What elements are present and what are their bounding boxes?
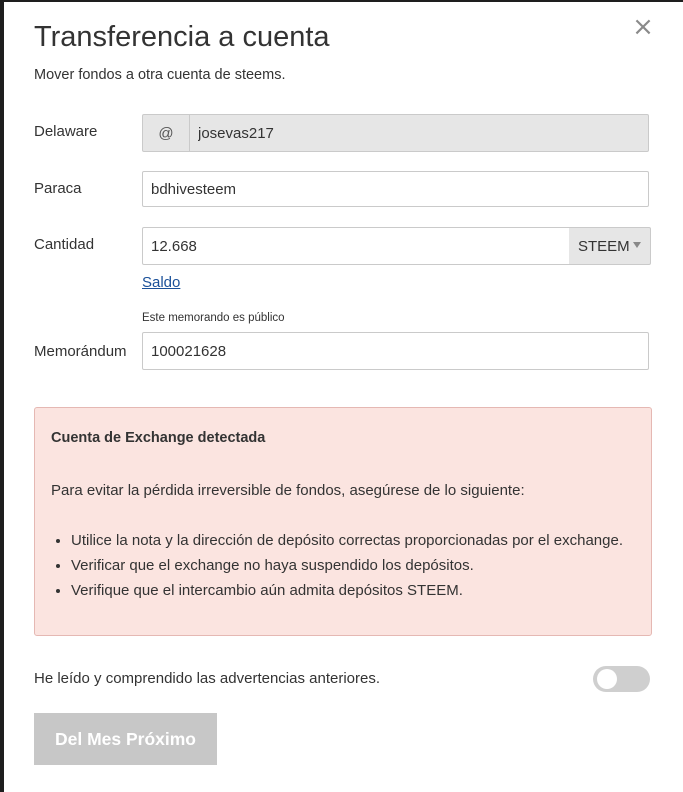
acknowledge-toggle[interactable]: [593, 666, 650, 692]
balance-link[interactable]: Saldo: [142, 274, 181, 291]
to-field[interactable]: [142, 171, 649, 207]
amount-field[interactable]: [142, 227, 570, 265]
to-input[interactable]: [143, 172, 648, 206]
to-label: Paraca: [34, 180, 82, 197]
memo-public-note: Este memorando es público: [142, 312, 285, 324]
warning-item: • Verificar que el exchange no haya suspendido los depósitos.: [71, 553, 623, 578]
dialog-subtitle: Mover fondos a otra cuenta de steems.: [34, 67, 286, 83]
chevron-down-icon: [633, 242, 641, 248]
warning-item: • Utilice la nota y la dirección de depósito correctas proporcionadas por el exchange.: [71, 528, 623, 553]
next-button[interactable]: Del Mes Próximo: [34, 713, 217, 765]
dialog-title: Transferencia a cuenta: [34, 21, 330, 53]
transfer-dialog: [4, 2, 683, 792]
acknowledge-label: He leído y comprendido las advertencias anteriores.: [34, 670, 381, 687]
memo-field[interactable]: [142, 332, 649, 370]
memo-label: Memorándum: [34, 343, 127, 360]
toggle-knob: [597, 669, 617, 689]
at-prefix: @: [143, 115, 190, 151]
warning-intro: Para evitar la pérdida irreversible de fondos, asegúrese de lo siguiente:: [51, 482, 525, 499]
from-field: [142, 114, 649, 152]
asset-select-value: STEEM: [578, 237, 630, 255]
close-icon[interactable]: ×: [632, 12, 654, 42]
warning-list: [51, 528, 623, 603]
asset-select[interactable]: [569, 227, 651, 265]
from-label: Delaware: [34, 123, 98, 140]
amount-input[interactable]: [143, 228, 569, 264]
warning-title: Cuenta de Exchange detectada: [51, 430, 266, 446]
warning-item: • Verifique que el intercambio aún admita depósitos STEEM.: [71, 578, 623, 603]
memo-input[interactable]: [143, 333, 648, 369]
amount-label: Cantidad: [34, 236, 95, 253]
exchange-warning: [34, 407, 652, 636]
from-input: [190, 115, 648, 151]
